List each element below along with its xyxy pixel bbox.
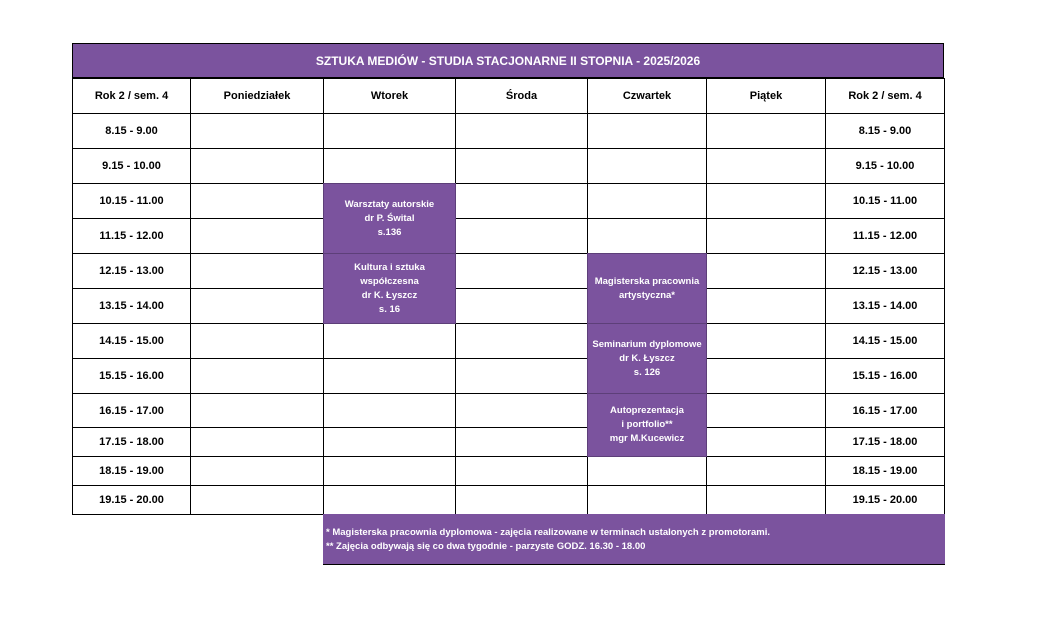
schedule-cell	[190, 148, 324, 184]
class-line: dr K. Łyszcz	[361, 289, 418, 301]
schedule-cell	[587, 456, 707, 486]
time-cell: 16.15 - 17.00	[825, 393, 945, 428]
column-header: Czwartek	[587, 78, 707, 114]
schedule-cell	[455, 288, 588, 324]
time-cell: 11.15 - 12.00	[72, 218, 191, 254]
schedule-cell	[190, 485, 324, 515]
schedule-cell	[455, 218, 588, 254]
schedule-cell	[323, 393, 456, 428]
time-cell: 18.15 - 19.00	[825, 456, 945, 486]
time-cell: 11.15 - 12.00	[825, 218, 945, 254]
schedule-cell	[587, 113, 707, 149]
time-cell: 15.15 - 16.00	[825, 358, 945, 394]
schedule-cell	[706, 358, 826, 394]
schedule-cell	[190, 183, 324, 219]
class-block	[587, 393, 707, 457]
schedule-cell	[455, 393, 588, 428]
class-block	[587, 253, 707, 324]
schedule-cell	[190, 358, 324, 394]
schedule-cell	[587, 218, 707, 254]
column-header: Rok 2 / sem. 4	[825, 78, 945, 114]
column-header: Poniedziałek	[190, 78, 324, 114]
class-line: dr P. Śwital	[364, 212, 415, 224]
time-cell: 19.15 - 20.00	[72, 485, 191, 515]
schedule-cell	[190, 427, 324, 457]
schedule-cell	[706, 393, 826, 428]
footnotes	[323, 514, 945, 565]
class-line: Warsztaty autorskie	[344, 198, 435, 210]
footnote-1: * Magisterska pracownia dyplomowa - zajęcia realizowane w terminach ustalonych z promotorami.	[326, 527, 770, 538]
class-block	[323, 183, 456, 254]
schedule-cell	[190, 393, 324, 428]
schedule-cell	[190, 288, 324, 324]
time-cell: 9.15 - 10.00	[825, 148, 945, 184]
class-line: Seminarium dyplomowe	[592, 338, 702, 350]
schedule-cell	[587, 183, 707, 219]
schedule-cell	[455, 485, 588, 515]
class-line: Autoprezentacja	[610, 405, 684, 416]
column-header: Wtorek	[323, 78, 456, 114]
schedule-cell	[706, 288, 826, 324]
schedule-title: SZTUKA MEDIÓW - STUDIA STACJONARNE II STOPNIA - 2025/2026	[72, 43, 944, 78]
class-block	[323, 253, 456, 324]
schedule-cell	[706, 218, 826, 254]
schedule-cell	[323, 485, 456, 515]
schedule-cell	[323, 148, 456, 184]
schedule-cell	[706, 253, 826, 289]
time-cell: 9.15 - 10.00	[72, 148, 191, 184]
schedule-cell	[323, 113, 456, 149]
schedule-cell	[323, 427, 456, 457]
class-line: artystyczna*	[619, 289, 675, 301]
class-line: Kultura i sztuka współczesna	[354, 261, 425, 287]
class-line: s. 16	[378, 303, 401, 315]
time-cell: 14.15 - 15.00	[72, 323, 191, 359]
schedule-cell	[190, 253, 324, 289]
time-cell: 15.15 - 16.00	[72, 358, 191, 394]
schedule-cell	[706, 113, 826, 149]
schedule-cell	[190, 218, 324, 254]
schedule-cell	[323, 358, 456, 394]
class-line: s.136	[377, 226, 402, 238]
time-cell: 10.15 - 11.00	[72, 183, 191, 219]
schedule-cell	[706, 427, 826, 457]
column-header: Piątek	[706, 78, 826, 114]
time-cell: 18.15 - 19.00	[72, 456, 191, 486]
time-cell: 13.15 - 14.00	[72, 288, 191, 324]
schedule-cell	[587, 148, 707, 184]
class-block	[587, 323, 707, 394]
schedule-cell	[323, 323, 456, 359]
schedule-cell	[190, 113, 324, 149]
time-cell: 17.15 - 18.00	[72, 427, 191, 457]
schedule-cell	[587, 485, 707, 515]
class-line: s. 126	[633, 366, 661, 378]
time-cell: 8.15 - 9.00	[72, 113, 191, 149]
schedule-cell	[455, 358, 588, 394]
time-cell: 10.15 - 11.00	[825, 183, 945, 219]
schedule-cell	[455, 113, 588, 149]
schedule-cell	[455, 183, 588, 219]
schedule-cell	[455, 253, 588, 289]
schedule-cell	[190, 323, 324, 359]
class-line: i portfolio**	[621, 419, 673, 430]
schedule-cell	[706, 148, 826, 184]
time-cell: 13.15 - 14.00	[825, 288, 945, 324]
time-cell: 19.15 - 20.00	[825, 485, 945, 515]
schedule-cell	[706, 485, 826, 515]
class-line: Magisterska pracownia	[594, 275, 700, 287]
class-line: mgr M.Kucewicz	[609, 433, 685, 444]
schedule-cell	[455, 456, 588, 486]
time-cell: 16.15 - 17.00	[72, 393, 191, 428]
footnote-2: ** Zajęcia odbywają się co dwa tygodnie - parzyste GODZ. 16.30 - 18.00	[326, 541, 646, 552]
time-cell: 12.15 - 13.00	[72, 253, 191, 289]
time-cell: 12.15 - 13.00	[825, 253, 945, 289]
schedule-cell	[190, 456, 324, 486]
schedule-cell	[323, 456, 456, 486]
schedule-cell	[455, 148, 588, 184]
schedule-cell	[455, 323, 588, 359]
schedule-cell	[706, 323, 826, 359]
time-cell: 14.15 - 15.00	[825, 323, 945, 359]
schedule-cell	[706, 183, 826, 219]
column-header: Środa	[455, 78, 588, 114]
time-cell: 17.15 - 18.00	[825, 427, 945, 457]
time-cell: 8.15 - 9.00	[825, 113, 945, 149]
schedule-cell	[706, 456, 826, 486]
class-line: dr K. Łyszcz	[619, 352, 675, 364]
column-header: Rok 2 / sem. 4	[72, 78, 191, 114]
schedule-cell	[455, 427, 588, 457]
